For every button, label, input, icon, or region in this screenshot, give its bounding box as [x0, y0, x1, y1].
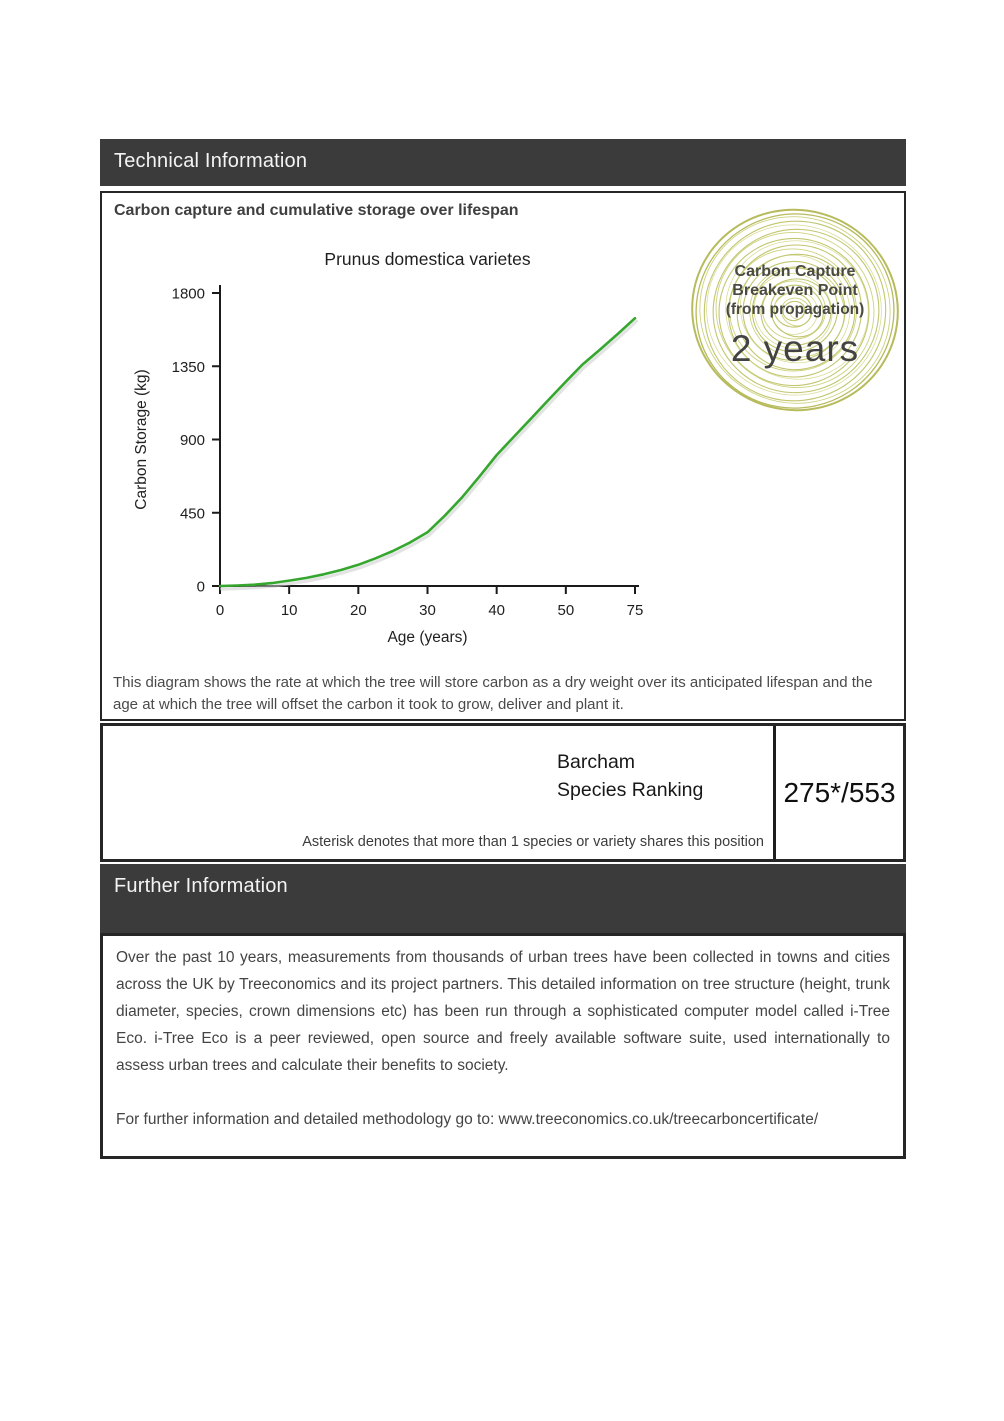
technical-section: [100, 191, 906, 721]
y-tick-label: 1800: [171, 285, 205, 303]
species-ranking-section: [100, 723, 906, 862]
y-axis-label: Carbon Storage (kg): [133, 369, 150, 510]
x-tick-label: 50: [557, 602, 575, 619]
ranking-label-line-1: Barcham: [557, 751, 636, 773]
carbon-storage-chart: [130, 240, 690, 660]
x-tick-label: 0: [215, 602, 225, 619]
methodology-link-line: For further information and detailed methodology go to: www.treeconomics.co.uk/treecarboncertificate/: [116, 1111, 819, 1128]
further-information-paragraph: Over the past 10 years, measurements from thousands of urban trees have been collected in towns and cities across the UK by Treeconomics and its project partners. This detailed information on tree structure (height, trunk diameter, species, crown dimensions etc) has been run through a sophisticated computer model called i-Tree Eco. i-Tree Eco is a peer reviewed, open source and freely available software suite, used internationally to assess urban trees and calculate their benefits to society.: [116, 949, 890, 1074]
further-information-section: [100, 933, 906, 1159]
badge-line-2: Breakeven Point: [732, 282, 858, 299]
species-ranking-label: [557, 748, 703, 804]
chart-section-title: Carbon capture and cumulative storage over lifespan: [114, 202, 519, 219]
badge-line-1: Carbon Capture: [734, 263, 856, 280]
carbon-curve-shadow: [222, 321, 637, 589]
species-ranking-label-cell: [103, 726, 776, 859]
carbon-curve: [220, 318, 635, 586]
x-axis-label: Age (years): [387, 629, 468, 646]
y-tick-label: 450: [179, 505, 205, 523]
further-information-header: [100, 864, 906, 933]
species-ranking-value: 275*/553: [783, 776, 896, 808]
badge-line-3: (from propagation): [725, 301, 865, 318]
certificate-document: [100, 139, 906, 1159]
chart-title: Prunus domestica varietes: [324, 249, 531, 269]
x-tick-label: 40: [488, 602, 506, 619]
ranking-asterisk-footnote: Asterisk denotes that more than 1 species or variety shares this position: [302, 834, 764, 850]
technical-information-header: [100, 139, 906, 186]
breakeven-badge: [686, 199, 904, 417]
breakeven-badge-text: [686, 262, 904, 370]
x-tick-label: 30: [419, 602, 436, 619]
x-tick-label: 20: [349, 602, 367, 619]
chart-description: This diagram shows the rate at which the tree will store carbon as a dry weight over its anticipated lifespan and the age at which the tree will offset the carbon it took to grow, deliver and plant it.: [113, 674, 873, 713]
further-information-title: Further Information: [114, 875, 288, 897]
breakeven-years-value: 2 years: [730, 328, 860, 369]
x-tick-label: 75: [626, 602, 644, 619]
ranking-label-line-2: Species Ranking: [557, 779, 704, 801]
x-tick-label: 10: [280, 602, 298, 619]
y-tick-label: 900: [179, 432, 205, 449]
y-tick-label: 0: [196, 578, 205, 596]
y-tick-label: 1350: [171, 358, 205, 376]
technical-information-title: Technical Information: [114, 150, 308, 172]
